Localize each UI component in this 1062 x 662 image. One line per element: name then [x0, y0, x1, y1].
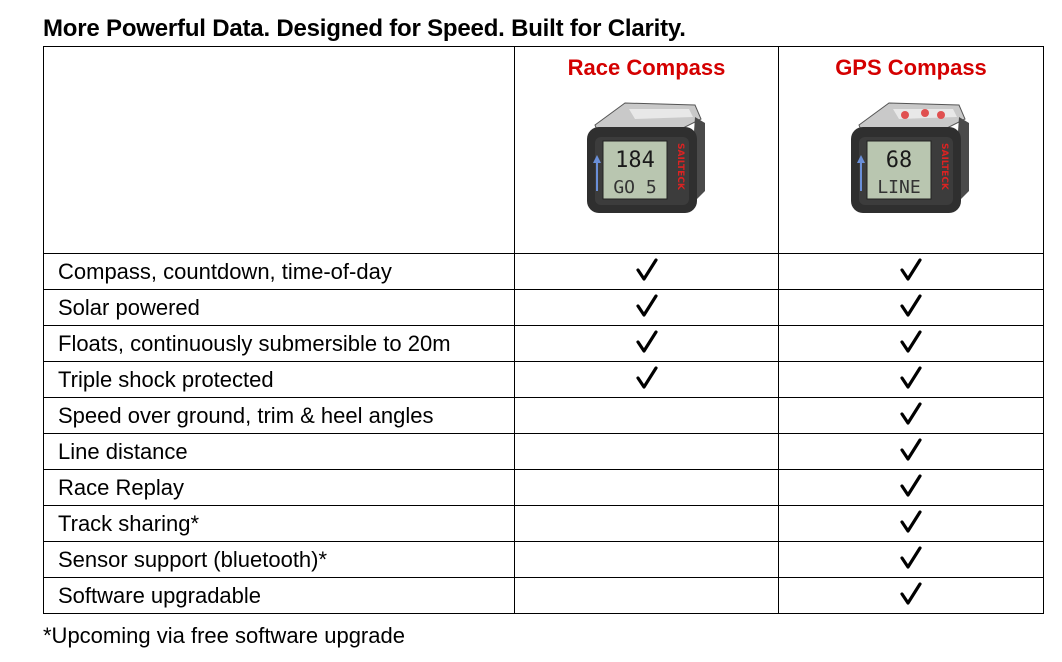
race-compass-cell — [515, 434, 779, 470]
checkmark-icon — [635, 366, 659, 390]
race-compass-cell — [515, 326, 779, 362]
feature-label: Floats, continuously submersible to 20m — [44, 326, 515, 362]
race-compass-cell — [515, 362, 779, 398]
page-title: More Powerful Data. Designed for Speed. Built for Clarity. — [43, 15, 686, 42]
checkmark-icon — [899, 330, 923, 354]
checkmark-icon — [899, 510, 923, 534]
gps-compass-cell — [779, 290, 1044, 326]
table-row — [44, 290, 1044, 326]
table-row — [44, 506, 1044, 542]
checkmark-icon — [635, 330, 659, 354]
gps-compass-cell — [779, 542, 1044, 578]
checkmark-icon — [899, 582, 923, 606]
feature-label: Line distance — [44, 434, 515, 470]
product-cell-race — [515, 47, 779, 254]
gps-compass-cell — [779, 362, 1044, 398]
feature-label: Triple shock protected — [44, 362, 515, 398]
checkmark-icon — [899, 402, 923, 426]
feature-label: Race Replay — [44, 470, 515, 506]
feature-label: Software upgradable — [44, 578, 515, 614]
checkmark-icon — [899, 546, 923, 570]
race-compass-device-image — [577, 95, 717, 219]
checkmark-icon — [899, 258, 923, 282]
gps-compass-cell — [779, 398, 1044, 434]
race-brand-label: SAILTECK — [674, 143, 685, 190]
table-row — [44, 398, 1044, 434]
table-row — [44, 578, 1044, 614]
feature-label: Speed over ground, trim & heel angles — [44, 398, 515, 434]
table-row — [44, 542, 1044, 578]
race-display-bottom: GO 5 — [612, 177, 657, 198]
gps-display-bottom: LINE — [877, 177, 921, 198]
gps-brand-label: SAILTECK — [939, 143, 949, 190]
gps-compass-cell — [779, 470, 1044, 506]
comparison-table — [43, 46, 1044, 614]
race-compass-cell — [515, 398, 779, 434]
gps-compass-cell — [779, 326, 1044, 362]
race-compass-cell — [515, 290, 779, 326]
table-header-row — [44, 47, 1044, 254]
checkmark-icon — [899, 366, 923, 390]
checkmark-icon — [899, 474, 923, 498]
race-compass-cell — [515, 254, 779, 290]
gps-display-top: 68 — [885, 148, 913, 173]
checkmark-icon — [635, 258, 659, 282]
feature-label: Compass, countdown, time-of-day — [44, 254, 515, 290]
checkmark-icon — [635, 294, 659, 318]
table-row — [44, 326, 1044, 362]
race-display-top: 184 — [614, 148, 655, 173]
gps-compass-cell — [779, 254, 1044, 290]
gps-compass-cell — [779, 434, 1044, 470]
table-row — [44, 254, 1044, 290]
race-compass-cell — [515, 470, 779, 506]
product-name-gps: GPS Compass — [835, 55, 987, 80]
gps-compass-cell — [779, 506, 1044, 542]
checkmark-icon — [899, 294, 923, 318]
table-row — [44, 362, 1044, 398]
gps-compass-cell — [779, 578, 1044, 614]
feature-label: Sensor support (bluetooth)* — [44, 542, 515, 578]
product-name-race: Race Compass — [567, 55, 726, 80]
table-row — [44, 470, 1044, 506]
gps-compass-device-image — [841, 95, 981, 219]
checkmark-icon — [899, 438, 923, 462]
header-empty-cell — [44, 47, 515, 254]
footnote: *Upcoming via free software upgrade — [43, 623, 405, 648]
product-cell-gps — [779, 47, 1044, 254]
feature-label: Solar powered — [44, 290, 515, 326]
race-compass-cell — [515, 578, 779, 614]
race-compass-cell — [515, 506, 779, 542]
race-compass-cell — [515, 542, 779, 578]
feature-label: Track sharing* — [44, 506, 515, 542]
table-row — [44, 434, 1044, 470]
